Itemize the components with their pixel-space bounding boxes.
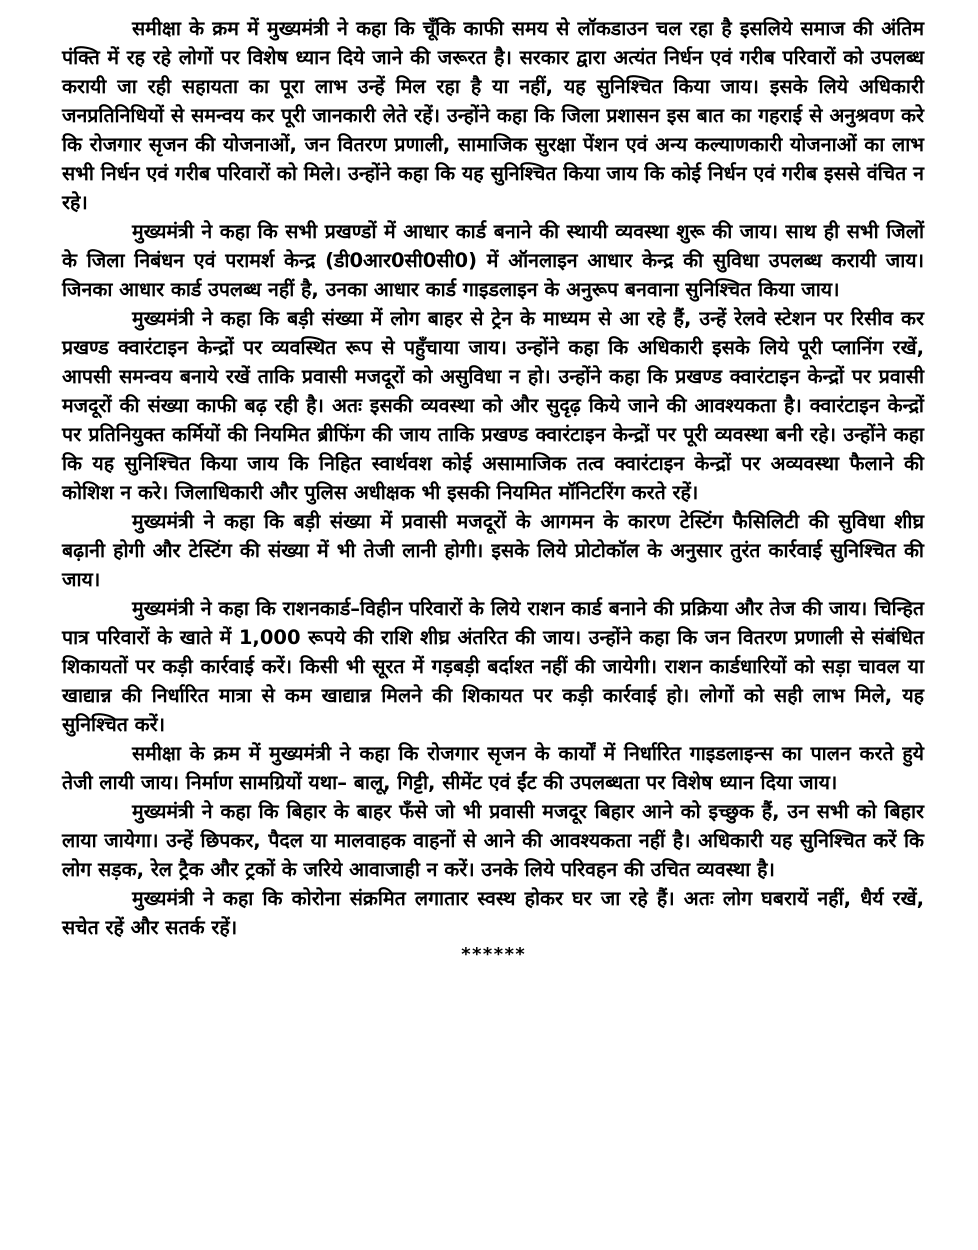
paragraph-testing-facility: मुख्यमंत्री ने कहा कि बड़ी संख्या में प्रवासी मजदूरों के आगमन के कारण टेस्टिंग फैसिलिटी की सुविधा शीघ्र बढ़ानी होगी और टेस्टिंग की संख्या में भी तेजी लानी होगी। इसके लिये प्रोटोकॉल के अनुसार तुरंत कार्रवाई सुनिश्चित की जाय। <box>62 510 924 591</box>
paragraph-ration-card: मुख्यमंत्री ने कहा कि राशनकार्ड–विहीन परिवारों के लिये राशन कार्ड बनाने की प्रक्रिया और तेज की जाय। चिन्हित पात्र परिवारों के खाते में 1,000 रूपये की राशि शीघ्र अंतरित की जाय। उन्होंने कहा कि जन वितरण प्रणाली से संबंधित शिकायतों पर कड़ी कार्रवाई करें। किसी भी सूरत में गड़बड़ी बर्दाश्त नहीं की जायेगी। राशन कार्डधारियों को सड़ा चावल या खाद्यान्न की निर्धारित मात्रा से कम खाद्यान्न मिलने की शिकायत पर कड़ी कार्रवाई हो। लोगों को सही लाभ मिले, यह सुनिश्चित करें। <box>62 597 924 736</box>
paragraph-quarantine-centres: मुख्यमंत्री ने कहा कि बड़ी संख्या में लोग बाहर से ट्रेन के माध्यम से आ रहे हैं, उन्हें रेलवे स्टेशन पर रिसीव कर प्रखण्ड क्वारंटाइन केन्द्रों पर व्यवस्थित रूप से पहुँचाया जाय। उन्होंने कहा कि अधिकारी इसके लिये पूरी प्लानिंग रखें, आपसी समन्वय बनाये रखें ताकि प्रवासी मजदूरों को असुविधा न हो। उन्होंने कहा कि प्रखण्ड क्वारंटाइन केन्द्रों पर प्रवासी मजदूरों की संख्या काफी बढ़ रही है। अतः इसकी व्यवस्था को और सुदृढ़ किये जाने की आवश्यकता है। क्वारंटाइन केन्द्रों पर प्रतिनियुक्त कर्मियों की नियमित ब्रीफिंग की जाय ताकि प्रखण्ड क्वारंटाइन केन्द्रों पर पूरी व्यवस्था बनी रहे। उन्होंने कहा कि यह सुनिश्चित किया जाय कि निहित स्वार्थवश कोई असामाजिक तत्व क्वारंटाइन केन्द्रों पर अव्यवस्था फैलाने की कोशिश न करे। जिलाधिकारी और पुलिस अधीक्षक भी इसकी नियमित मॉनिटरिंग करते रहें। <box>62 307 924 504</box>
document-body <box>62 14 924 966</box>
paragraph-migrant-workers: मुख्यमंत्री ने कहा कि बिहार के बाहर फँसे जो भी प्रवासी मजदूर बिहार आने को इच्छुक हैं, उन सभी को बिहार लाया जायेगा। उन्हें छिपकर, पैदल या मालवाहक वाहनों से आने की आवश्यकता नहीं है। अधिकारी यह सुनिश्चित करें कि लोग सड़क, रेल ट्रैक और ट्रकों के जरिये आवाजाही न करें। उनके लिये परिवहन की उचित व्यवस्था है। <box>62 800 924 881</box>
paragraph-aadhaar-card: मुख्यमंत्री ने कहा कि सभी प्रखण्डों में आधार कार्ड बनाने की स्थायी व्यवस्था शुरू की जाय। साथ ही सभी जिलों के जिला निबंधन एवं परामर्श केन्द्र (डी0आर0सी0सी0) में ऑनलाइन आधार केन्द्र की सुविधा उपलब्ध करायी जाय। जिनका आधार कार्ड उपलब्ध नहीं है, उनका आधार कार्ड गाइडलाइन के अनुरूप बनवाना सुनिश्चित किया जाय। <box>62 220 924 301</box>
paragraph-corona-recovery: मुख्यमंत्री ने कहा कि कोरोना संक्रमित लगातार स्वस्थ होकर घर जा रहे हैं। अतः लोग घबरायें नहीं, धैर्य रखें, सचेत रहें और सतर्क रहें। <box>62 887 924 939</box>
paragraph-review-welfare: समीक्षा के क्रम में मुख्यमंत्री ने कहा कि चूँकि काफी समय से लॉकडाउन चल रहा है इसलिये समाज की अंतिम पंक्ति में रह रहे लोगों पर विशेष ध्यान दिये जाने की जरूरत है। सरकार द्वारा अत्यंत निर्धन एवं गरीब परिवारों को उपलब्ध करायी जा रही सहायता का पूरा लाभ उन्हें मिल रहा है या नहीं, यह सुनिश्चित किया जाय। इसके लिये अधिकारी जनप्रतिनिधियों से समन्वय कर पूरी जानकारी लेते रहें। उन्होंने कहा कि जिला प्रशासन इस बात का गहराई से अनुश्रवण करे कि रोजगार सृजन की योजनाओं, जन वितरण प्रणाली, सामाजिक सुरक्षा पेंशन एवं अन्य कल्याणकारी योजनाओं का लाभ सभी निर्धन एवं गरीब परिवारों को मिले। उन्होंने कहा कि यह सुनिश्चित किया जाय कि कोई निर्धन एवं गरीब इससे वंचित न रहे। <box>62 17 924 214</box>
paragraph-employment-generation: समीक्षा के क्रम में मुख्यमंत्री ने कहा कि रोजगार सृजन के कार्यों में निर्धारित गाइडलाइन्स का पालन करते हुये तेजी लायी जाय। निर्माण सामग्रियों यथा– बालू, गिट्टी, सीमेंट एवं ईंट की उपलब्धता पर विशेष ध्यान दिया जाय। <box>62 742 924 794</box>
end-of-document-mark: ****** <box>460 944 526 965</box>
